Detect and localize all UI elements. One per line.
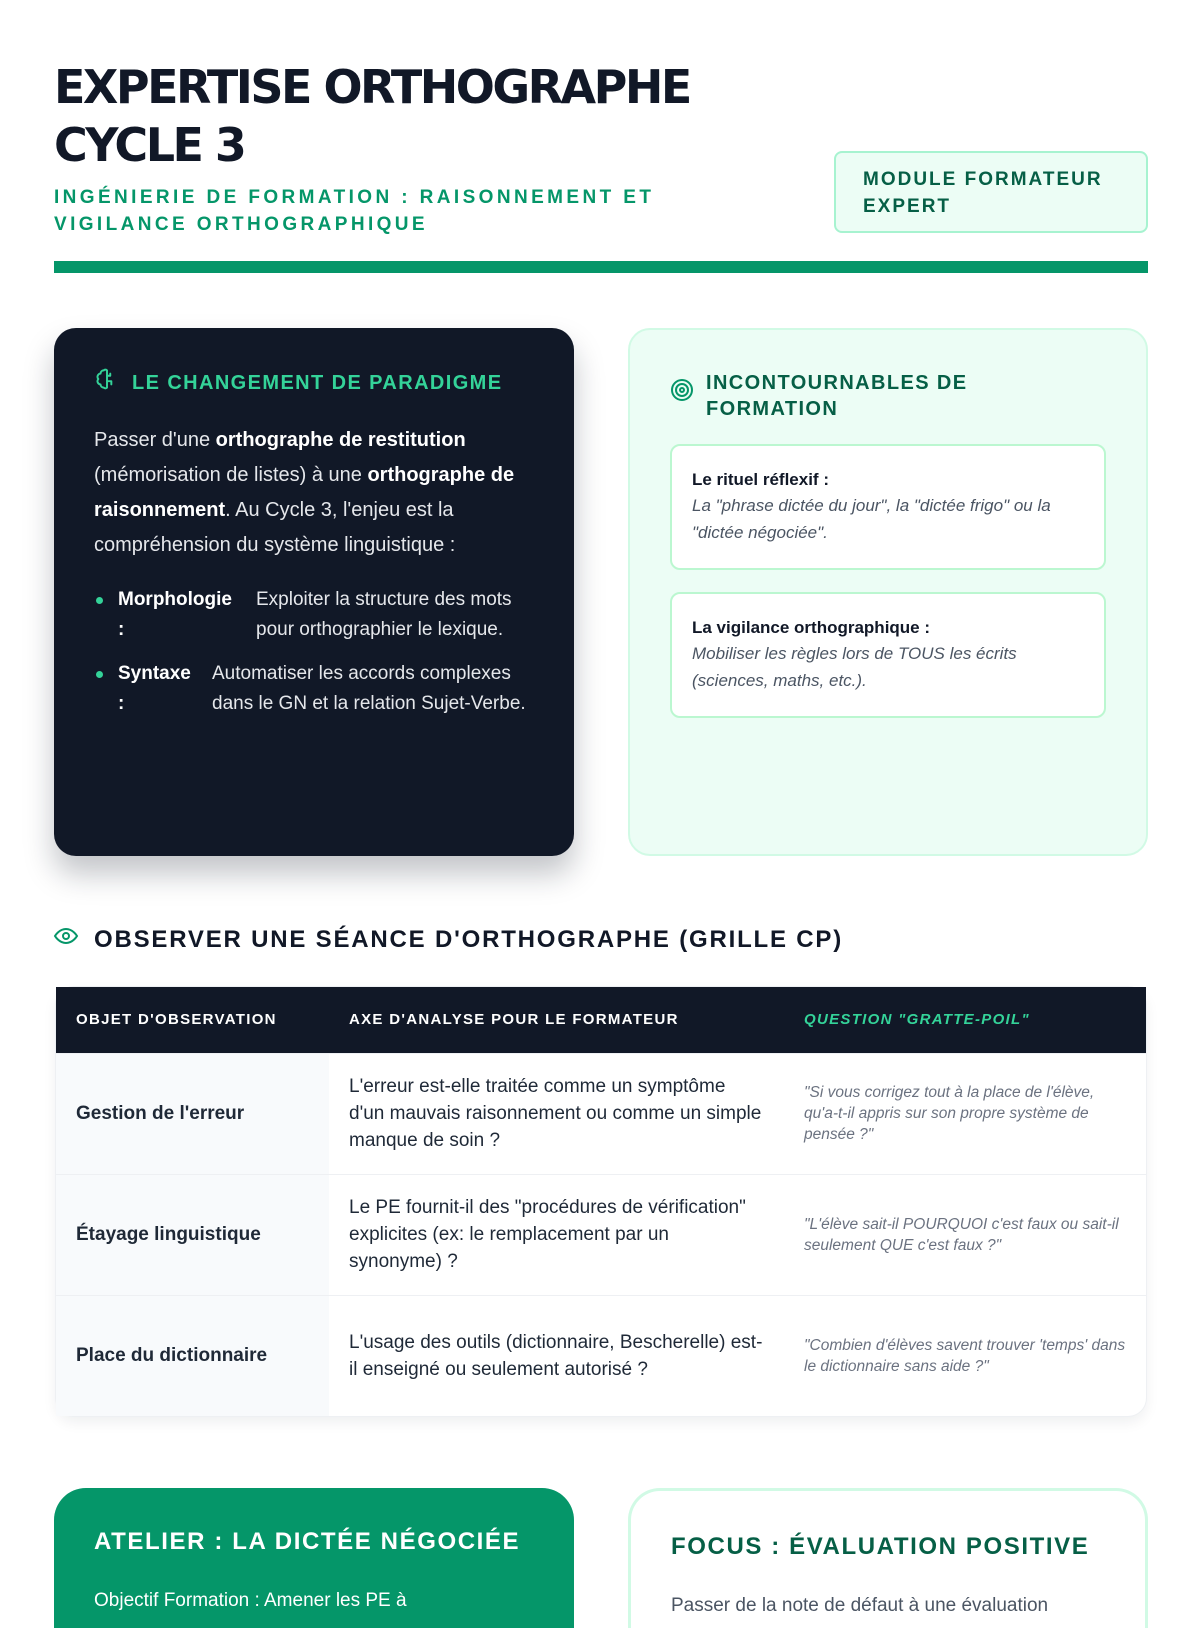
essential-item [670,592,1106,718]
atelier-card [54,1488,574,1628]
observation-object: Gestion de l'erreur [56,1053,329,1174]
paradigm-card [54,328,574,856]
focus-body: Passer de la note de défaut à une évaluation [671,1595,1049,1616]
module-badge: MODULE FORMATEUR EXPERT [834,151,1148,233]
observation-heading-text: OBSERVER UNE SÉANCE D'ORTHOGRAPHE (GRILLE CP) [94,925,843,953]
bullet-term: Morphologie : [118,589,232,640]
bullet-text: Exploiter la structure des mots pour orthographier le lexique. [256,589,512,640]
analysis-axis: L'erreur est-elle traitée comme un symptôme d'un mauvais raisonnement ou comme un simple manque de soin ? [329,1053,784,1174]
essential-item-title: Le rituel réflexif : [692,470,829,489]
observation-heading [54,924,843,955]
eye-icon [54,924,78,955]
target-icon [670,370,694,409]
focus-card [628,1488,1148,1628]
atelier-heading: ATELIER : LA DICTÉE NÉGOCIÉE [94,1528,521,1555]
essentials-card [628,328,1148,856]
atelier-body: Objectif Formation : Amener les PE à [94,1590,407,1611]
bullet-term: Syntaxe : [118,663,191,714]
essentials-heading [670,370,1106,422]
title-line-1: EXPERTISE ORTHOGRAPHE [54,60,690,114]
brain-icon [94,366,120,399]
essentials-heading-text: INCONTOURNABLES DE FORMATION [706,372,968,420]
observation-object: Place du dictionnaire [56,1295,329,1416]
table-header-row [56,987,1146,1053]
paradigm-heading-text: LE CHANGEMENT DE PARADIGME [132,371,503,394]
table-row [56,1295,1146,1416]
page-header [54,58,1148,238]
list-item [94,585,534,645]
list-item [94,659,534,719]
essential-item-title: La vigilance orthographique : [692,618,931,637]
column-header: QUESTION "GRATTE-POIL" [804,1011,1030,1029]
paradigm-bullets [94,585,534,719]
trainer-question: "Combien d'élèves savent trouver 'temps' dans le dictionnaire sans aide ?" [784,1295,1146,1416]
paradigm-heading [94,366,534,399]
bullet-text: Automatiser les accords complexes dans le GN et la relation Sujet-Verbe. [212,663,526,714]
page-subtitle: INGÉNIERIE DE FORMATION : RAISONNEMENT ET VIGILANCE ORTHOGRAPHIQUE [54,187,655,235]
column-header: OBJET D'OBSERVATION [76,1011,277,1029]
title-line-2: CYCLE 3 [54,118,245,172]
essential-item [670,444,1106,570]
column-header: AXE D'ANALYSE POUR LE FORMATEUR [349,1011,679,1029]
analysis-axis: L'usage des outils (dictionnaire, Bescherelle) est-il enseigné ou seulement autorisé ? [329,1295,784,1416]
header-divider [54,261,1148,273]
trainer-question: "Si vous corrigez tout à la place de l'élève, qu'a-t-il appris sur son propre système de pensée ?" [784,1053,1146,1174]
observation-object: Étayage linguistique [56,1174,329,1295]
table-row [56,1174,1146,1295]
page-title [54,58,814,174]
paradigm-intro: Passer d'une orthographe de restitution (mémorisation de listes) à une orthographe de raisonnement. Au Cycle 3, l'enjeu est la compréhension du système linguistique : [94,429,515,556]
table-row [56,1053,1146,1174]
essential-item-text: Mobiliser les règles lors de TOUS les écrits (sciences, maths, etc.). [692,644,1017,690]
analysis-axis: Le PE fournit-il des "procédures de vérification" explicites (ex: le remplacement par un synonyme) ? [329,1174,784,1295]
observation-table [56,987,1146,1416]
essential-item-text: La "phrase dictée du jour", la "dictée frigo" ou la "dictée négociée". [692,496,1051,542]
trainer-question: "L'élève sait-il POURQUOI c'est faux ou sait-il seulement QUE c'est faux ?" [784,1174,1146,1295]
focus-heading: FOCUS : ÉVALUATION POSITIVE [671,1533,1090,1560]
